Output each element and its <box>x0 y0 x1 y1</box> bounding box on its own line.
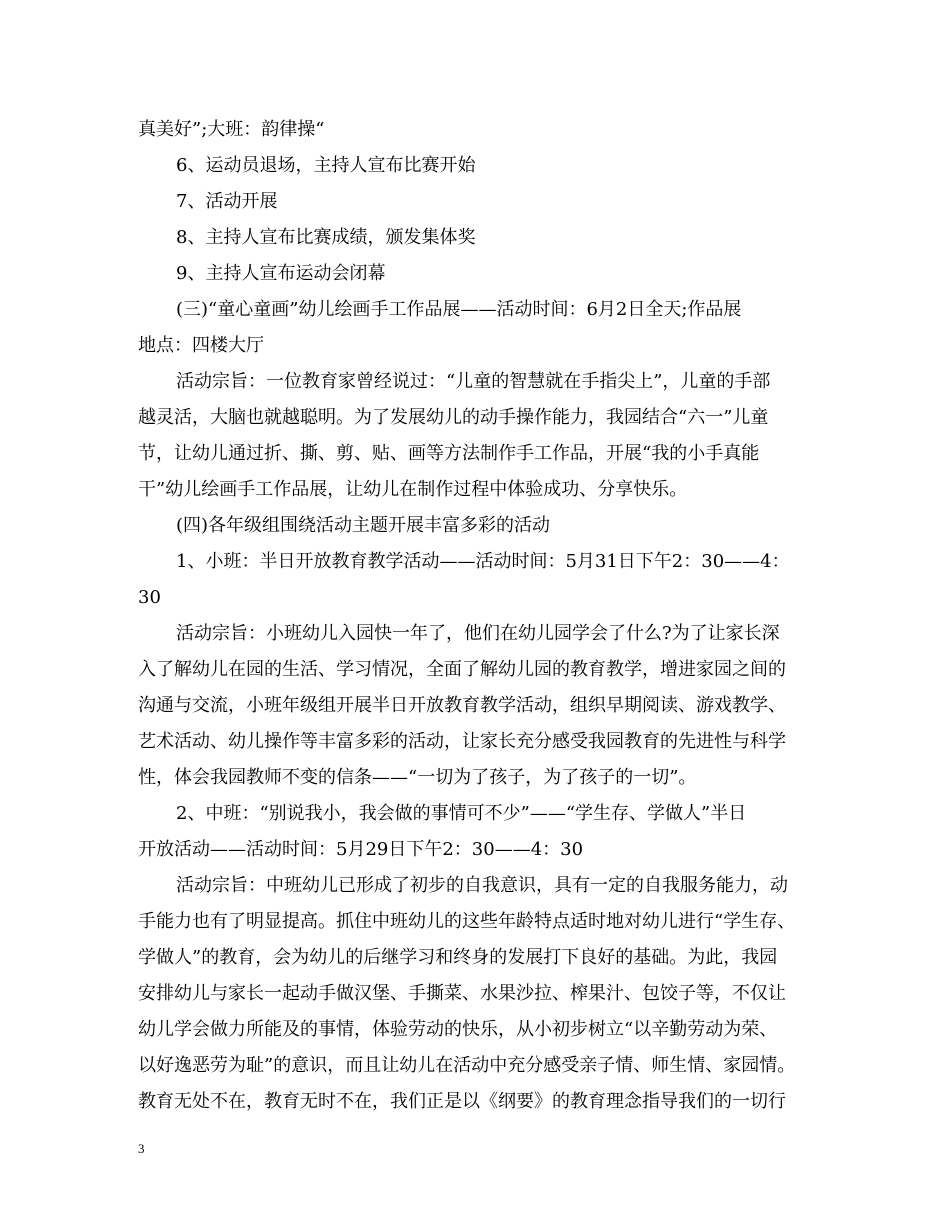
text-line: 幼儿学会做力所能及的事情，体验劳动的快乐，从小初步树立“以辛勤劳动为荣、 <box>138 1019 778 1040</box>
text-line: (三)“童心童画”幼儿绘画手工作品展——活动时间：6月2日全天;作品展 <box>176 299 742 320</box>
text-line: (四)各年级组围绕活动主题开展丰富多彩的活动 <box>176 515 551 536</box>
text-line: 学做人”的教育，会为幼儿的后继学习和终身的发展打下良好的基础。为此，我园 <box>138 947 778 968</box>
text-line: 地点：四楼大厅 <box>138 335 264 356</box>
document-body <box>138 112 818 1120</box>
text-line: 30 <box>138 587 161 608</box>
text-line: 开放活动——活动时间：5月29日下午2：30——4：30 <box>138 839 584 860</box>
text-line: 节，让幼儿通过折、撕、剪、贴、画等方法制作手工作品，开展“我的小手真能 <box>138 443 760 464</box>
text-line: 1、小班：半日开放教育教学活动——活动时间：5月31日下午2：30——4： <box>176 551 790 572</box>
text-line: 性，体会我园教师不变的信条——“一切为了孩子，为了孩子的一切”。 <box>138 767 697 788</box>
text-line: 手能力也有了明显提高。抓住中班幼儿的这些年龄特点适时地对幼儿进行“学生存、 <box>138 911 796 932</box>
text-line: 9、主持人宣布运动会闭幕 <box>176 263 386 284</box>
text-line: 6、运动员退场，主持人宣布比赛开始 <box>176 155 476 176</box>
text-line: 8、主持人宣布比赛成绩，颁发集体奖 <box>176 227 476 248</box>
text-line: 安排幼儿与家长一起动手做汉堡、手撕菜、水果沙拉、榨果汁、包饺子等，不仅让 <box>138 983 786 1004</box>
text-line: 教育无处不在，教育无时不在，我们正是以《纲要》的教育理念指导我们的一切行 <box>138 1091 786 1112</box>
text-line: 活动宗旨：小班幼儿入园快一年了，他们在幼儿园学会了什么?为了让家长深 <box>176 623 780 644</box>
text-line: 干”幼儿绘画手工作品展，让幼儿在制作过程中体验成功、分享快乐。 <box>138 479 688 500</box>
text-line: 沟通与交流，小班年级组开展半日开放教育教学活动，组织早期阅读、游戏教学、 <box>138 695 786 716</box>
text-line: 入了解幼儿在园的生活、学习情况，全面了解幼儿园的教育教学，增进家园之间的 <box>138 659 786 680</box>
text-line: 2、中班：“别说我小，我会做的事情可不少”——“学生存、学做人”半日 <box>176 803 747 824</box>
text-line: 越灵活，大脑也就越聪明。为了发展幼儿的动手操作能力，我园结合“六一”儿童 <box>138 407 769 428</box>
text-line: 7、活动开展 <box>176 191 278 212</box>
page-number: 3 <box>138 1141 145 1156</box>
text-line: 活动宗旨：中班幼儿已形成了初步的自我意识，具有一定的自我服务能力，动 <box>176 875 788 896</box>
text-line: 活动宗旨：一位教育家曾经说过：“儿童的智慧就在手指尖上”，儿童的手部 <box>176 371 771 392</box>
text-line: 真美好”;大班：韵律操“ <box>138 119 325 140</box>
text-line: 艺术活动、幼儿操作等丰富多彩的活动，让家长充分感受我园教育的先进性与科学 <box>138 731 786 752</box>
text-line: 以好逸恶劳为耻”的意识，而且让幼儿在活动中充分感受亲子情、师生情、家园情。 <box>138 1055 796 1076</box>
